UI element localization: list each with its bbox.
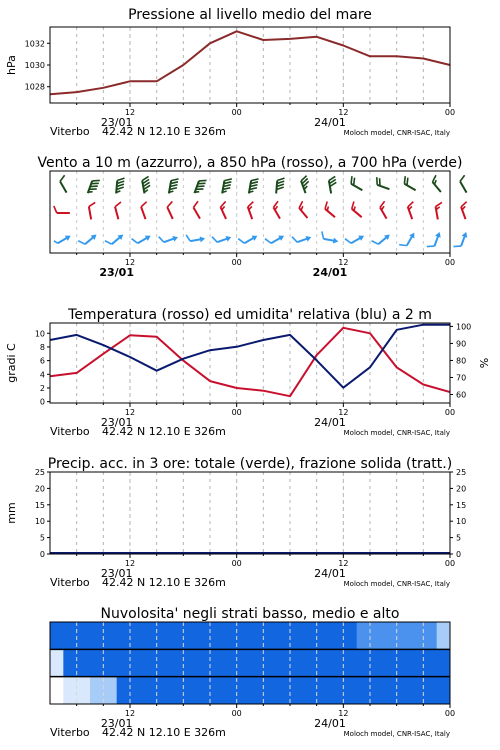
y-right-tick-label: 70 [456,373,467,383]
cloud-cell [210,677,224,704]
x-tick-label: 00 [444,709,456,718]
cloud-cell [50,622,64,649]
y-tick-label: 2 [39,383,45,393]
y-axis-label: hPa [5,55,18,75]
x-tick-label: 12 [338,108,349,117]
cloud-cell [330,677,344,704]
cloud-cell [410,622,424,649]
cloud-cell [263,622,277,649]
y-tick-label: 0 [39,550,45,559]
model-credit: Moloch model, CNR-ISAC, Italy [343,429,450,437]
cloud-cell [437,622,451,649]
cloud-cell [343,677,357,704]
cloud-cell [383,649,397,676]
y-right-axis-label: % [478,357,491,369]
cloud-cell [423,622,437,649]
y-right-tick-label: 5 [456,533,462,543]
cloud-cell [197,649,211,676]
x-tick-label: 00 [231,108,242,117]
station-coords: 42.42 N 12.10 E 326m [102,125,226,138]
y-tick-label: 1028 [24,82,45,92]
x-date-label: 24/01 [314,116,346,129]
x-tick-label: 00 [231,559,242,568]
cloud-cell [303,622,317,649]
cloud-cell [50,649,64,676]
x-tick-label: 00 [444,108,456,117]
cloud-cell [317,649,331,676]
cloud-cell [183,677,197,704]
y-tick-label: 8 [39,342,45,352]
cloud-cell [183,622,197,649]
y-tick-label: 20 [34,484,45,494]
cloud-cell [423,677,437,704]
station-name: Viterbo [50,576,90,589]
y-right-tick-label: 10 [456,517,467,527]
chart-title: Nuvolosita' negli strati basso, medio e alto [100,606,400,622]
y-tick-label: 6 [39,356,45,366]
cloud-cell [237,649,251,676]
cloud-cell [90,622,104,649]
x-date-label: 24/01 [314,416,346,429]
cloud-cell [263,649,277,676]
x-date-label: 23/01 [100,567,133,580]
y-right-tick-label: 90 [456,339,467,349]
cloud-cell [410,649,424,676]
cloud-cell [130,622,144,649]
model-credit: Moloch model, CNR-ISAC, Italy [343,730,450,738]
cloud-cell [63,677,77,704]
y-tick-label: 25 [34,468,45,477]
cloud-cell [330,622,344,649]
barb-feather [459,175,467,181]
cloud-cell [303,649,317,676]
y-tick-label: 0 [39,397,45,407]
cloud-cell [103,677,117,704]
cloud-cell [397,649,411,676]
cloud-cell [343,622,357,649]
x-tick-label: 00 [231,709,242,718]
cloud-cell [250,677,264,704]
station-coords: 42.42 N 12.10 E 326m [102,726,226,739]
y-axis-label: gradi C [5,343,18,383]
cloud-cell [117,677,131,704]
y-tick-label: 10 [34,517,45,527]
cloud-cell [157,622,171,649]
x-tick-label: 12 [338,559,349,568]
chart-title: Temperatura (rosso) ed umidita' relativa (blu) a 2 m [68,307,432,323]
temperature-humidity-panel [5,307,491,438]
x-tick-label: 12 [338,408,349,417]
cloud-cell [117,649,131,676]
cloud-cell [383,622,397,649]
x-tick-label: 12 [124,709,136,718]
cloud-cell [77,622,91,649]
cloud-cell [197,622,211,649]
plot-background [50,323,450,403]
y-tick-label: 1030 [24,61,45,70]
cloud-cell [237,622,251,649]
barb-feather [453,244,461,249]
cloud-cell [157,649,171,676]
cloud-cell [223,677,237,704]
y-tick-label: 4 [39,370,45,380]
y-axis-label: mm [5,502,18,524]
station-name: Viterbo [50,726,90,739]
cloud-cell [357,622,371,649]
cloud-cell [143,622,157,649]
chart-title: Vento a 10 m (azzurro), a 850 hPa (rosso), a 700 hPa (verde) [37,155,463,171]
x-tick-label: 12 [338,258,349,267]
cloud-cell [303,677,317,704]
cloud-cell [103,649,117,676]
x-tick-label: 00 [231,258,242,267]
x-date-label: 24/01 [312,266,348,279]
y-right-tick-label: 15 [456,500,467,510]
barb-staff [460,181,467,192]
wind-panel [37,155,472,279]
wind-barb [459,175,473,192]
plot-background [50,472,450,554]
y-right-tick-label: 25 [456,468,467,477]
cloud-cell [223,649,237,676]
x-date-label: 23/01 [99,266,134,279]
x-tick-label: 00 [444,559,456,568]
cloud-cell [210,622,224,649]
cloud-cell [410,677,424,704]
y-right-tick-label: 0 [456,550,462,559]
x-date-label: 23/01 [100,717,133,730]
cloud-cell [77,649,91,676]
x-date-label: 24/01 [314,717,346,730]
chart-title: Precip. acc. in 3 ore: totale (verde), frazione solida (tratt.) [47,456,453,472]
cloud-cell [263,677,277,704]
cloud-cell [437,677,451,704]
station-coords: 42.42 N 12.10 E 326m [102,576,226,589]
cloud-cell [330,649,344,676]
cloud-cell [170,677,184,704]
cloud-cell [397,622,411,649]
cloud-cell [370,677,384,704]
cloud-cell [357,649,371,676]
x-tick-label: 00 [444,258,456,267]
cloud-cell [290,649,304,676]
x-tick-label: 12 [124,258,136,267]
y-tick-label: 1032 [24,39,45,49]
wind-barb [460,202,472,219]
x-tick-label: 12 [338,709,349,718]
cloud-cell [250,649,264,676]
cloud-cell [117,622,131,649]
x-tick-label: 12 [124,108,136,117]
x-tick-label: 00 [231,408,242,417]
cloud-cell [397,677,411,704]
cloud-cell [237,677,251,704]
x-tick-label: 00 [444,408,456,417]
x-date-label: 23/01 [100,416,133,429]
x-tick-label: 12 [124,559,136,568]
cloud-cell [103,622,117,649]
plot-background [50,27,450,103]
x-date-label: 23/01 [100,116,133,129]
cloud-cell [250,622,264,649]
cloud-cell [317,677,331,704]
cloud-cell [370,649,384,676]
cloud-cell [63,622,77,649]
y-tick-label: 15 [34,500,45,510]
cloud-cell [170,649,184,676]
cloud-cell [357,677,371,704]
barb-arrowhead [462,231,469,238]
cloud-cell [223,622,237,649]
cloud-cell [77,677,91,704]
cloud-cell [130,677,144,704]
y-right-tick-label: 80 [456,356,467,366]
y-right-tick-label: 100 [456,322,472,332]
precipitation-panel [5,456,466,589]
cloud-cell [277,649,291,676]
cloud-cell [290,622,304,649]
cloud-cell [277,677,291,704]
cloud-cell [157,677,171,704]
station-name: Viterbo [50,125,90,138]
pressure-panel [5,7,455,138]
station-name: Viterbo [50,425,90,438]
cloud-cell [383,677,397,704]
cloud-cell [63,649,77,676]
model-credit: Moloch model, CNR-ISAC, Italy [343,129,450,137]
y-tick-label: 5 [39,533,45,543]
cloud-cover-panel [50,606,455,739]
station-coords: 42.42 N 12.10 E 326m [102,425,226,438]
cloud-cell [343,649,357,676]
cloud-cell [437,649,451,676]
cloud-cell [317,622,331,649]
x-tick-label: 12 [124,408,136,417]
cloud-cell [370,622,384,649]
cloud-cell [170,622,184,649]
wind-barb [453,230,469,250]
cloud-cell [210,649,224,676]
y-tick-label: 10 [34,329,45,339]
cloud-cell [130,649,144,676]
cloud-cell [183,649,197,676]
cloud-cell [423,649,437,676]
model-credit: Moloch model, CNR-ISAC, Italy [343,580,450,588]
cloud-cell [290,677,304,704]
cloud-cell [277,622,291,649]
x-date-label: 24/01 [314,567,346,580]
cloud-cell [90,649,104,676]
cloud-cell [143,677,157,704]
barb-feather [460,202,468,207]
y-right-tick-label: 20 [456,484,467,494]
cloud-cell [143,649,157,676]
cloud-cell [197,677,211,704]
chart-title: Pressione al livello medio del mare [128,7,372,23]
cloud-cell [90,677,104,704]
y-right-tick-label: 60 [456,390,467,400]
cloud-cell [50,677,64,704]
